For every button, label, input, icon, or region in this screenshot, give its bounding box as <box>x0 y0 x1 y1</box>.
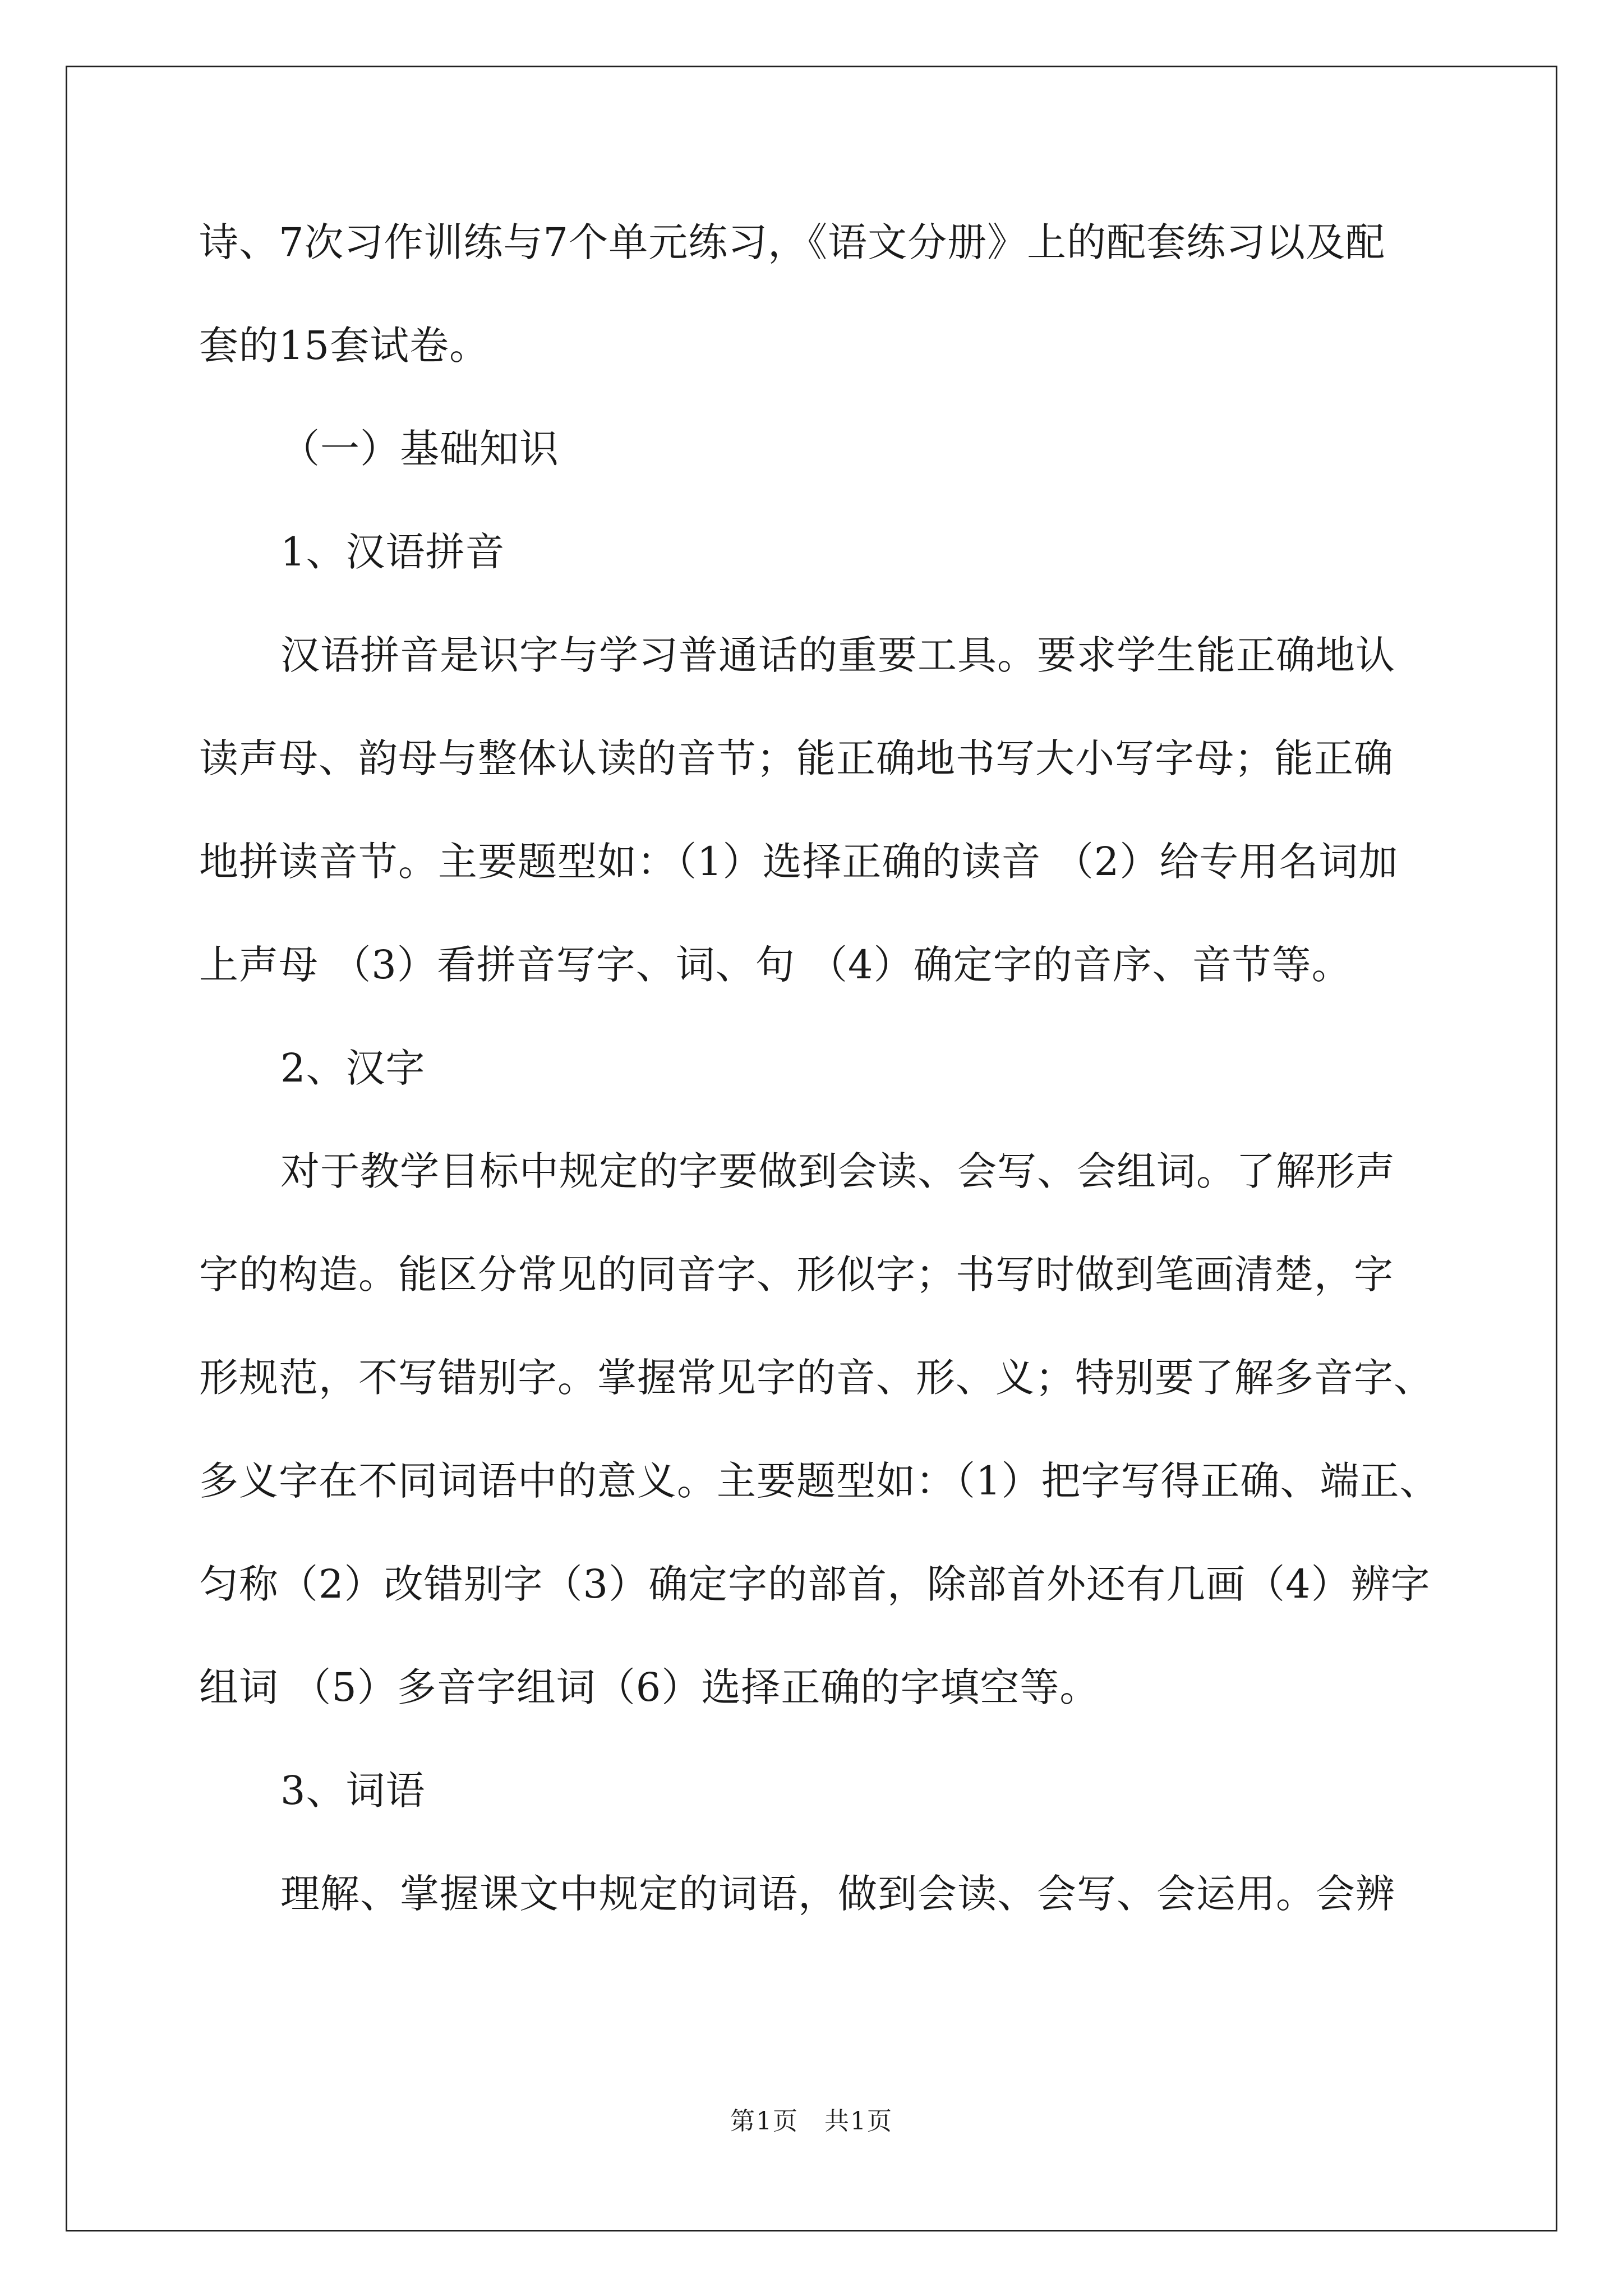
text-line: 地拼读音节。主要题型如：（1）选择正确的读音 （2）给专用名词加 <box>199 839 1399 885</box>
text-line: 汉语拼音是识字与学习普通话的重要工具。要求学生能正确地认 <box>280 632 1395 678</box>
text-line: 上声母 （3）看拼音写字、词、句 （4）确定字的音序、音节等。 <box>199 942 1352 988</box>
text-line: 诗、7次习作训练与7个单元练习，《语文分册》上的配套练习以及配 <box>199 219 1386 265</box>
document-body <box>199 191 1455 1945</box>
subsection-heading: 2、汉字 <box>280 1045 426 1091</box>
section-heading: （一）基础知识 <box>280 426 559 472</box>
text-line: 理解、掌握课文中规定的词语，做到会读、会写、会运用。会辨 <box>280 1871 1395 1917</box>
text-line: 匀称（2）改错别字（3）确定字的部首，除部首外还有几画（4）辨字 <box>199 1561 1431 1607</box>
text-line: 形规范，不写错别字。掌握常见字的音、形、义；特别要了解多音字、 <box>199 1355 1433 1401</box>
subsection-heading: 3、词语 <box>280 1768 426 1814</box>
text-line: 组词 （5）多音字组词（6）选择正确的字填空等。 <box>199 1664 1100 1710</box>
subsection-heading: 1、汉语拼音 <box>280 529 505 575</box>
text-line: 字的构造。能区分常见的同音字、形似字；书写时做到笔画清楚，字 <box>199 1251 1394 1297</box>
page-number-footer: 第1页 共1页 <box>730 2107 893 2136</box>
text-line: 多义字在不同词语中的意义。主要题型如：（1）把字写得正确、端正、 <box>199 1458 1440 1504</box>
text-line: 读声母、韵母与整体认读的音节；能正确地书写大小写字母；能正确 <box>199 735 1394 781</box>
text-line: 套的15套试卷。 <box>199 323 490 369</box>
text-line: 对于教学目标中规定的字要做到会读、会写、会组词。了解形声 <box>280 1148 1395 1194</box>
